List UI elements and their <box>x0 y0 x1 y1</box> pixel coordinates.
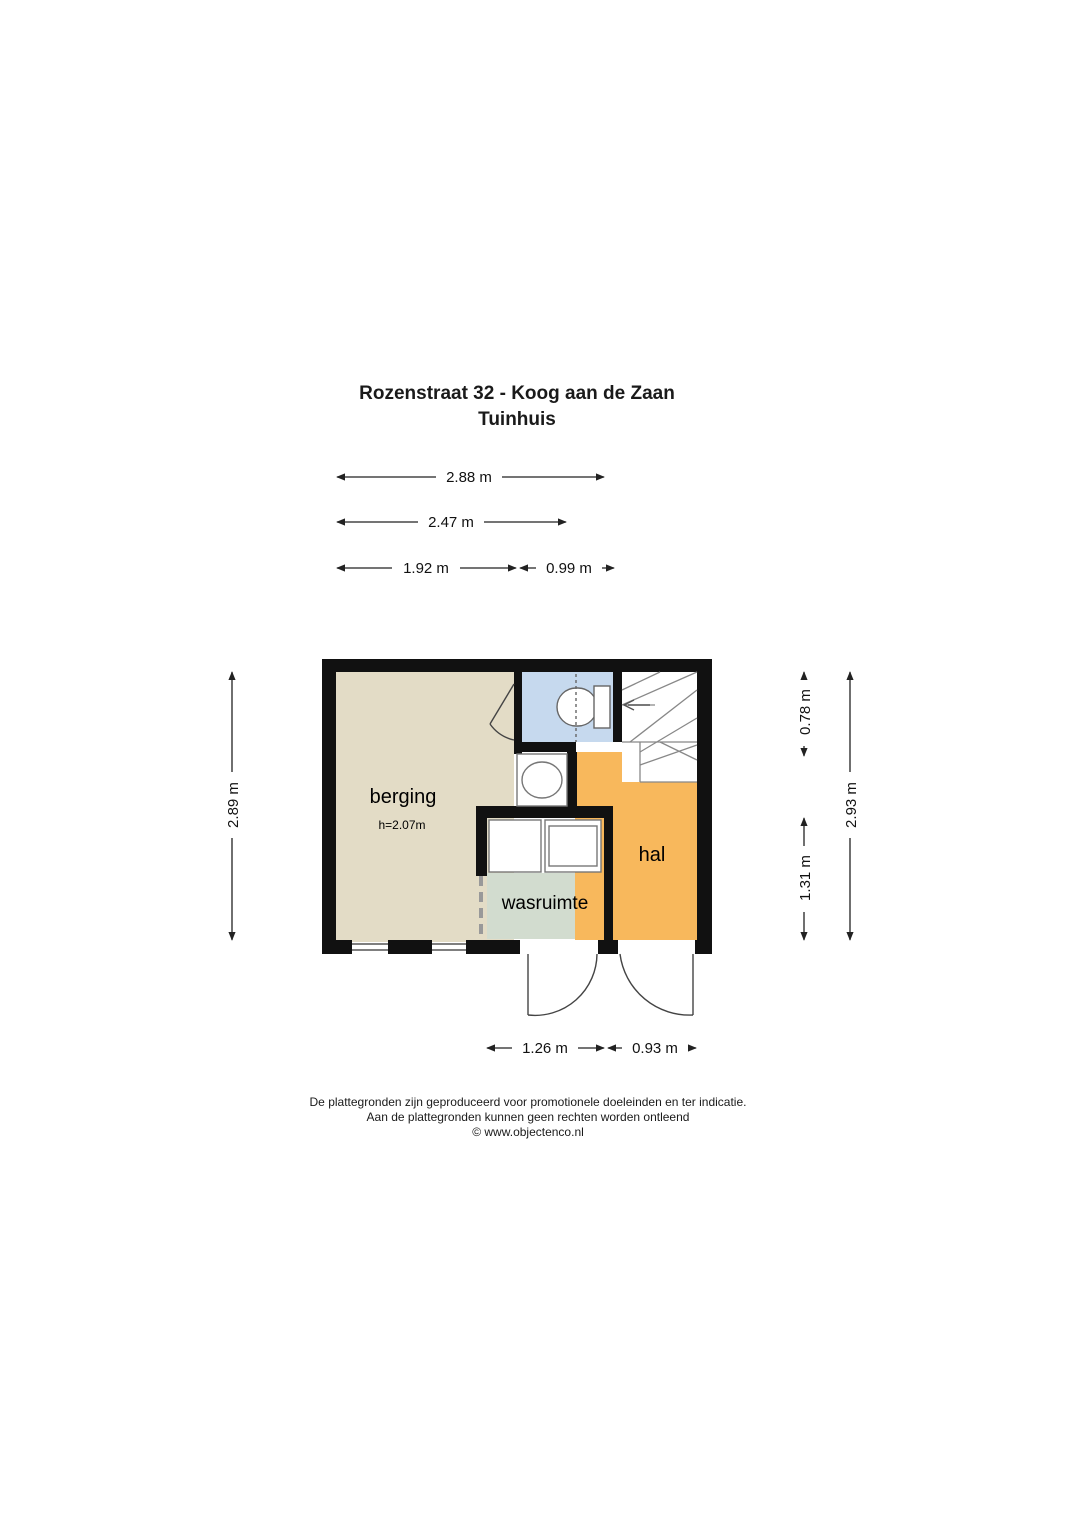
wall-right <box>697 659 712 954</box>
dim-label-right-lower: 1.31 m <box>797 855 814 901</box>
wall-bottom-left <box>322 940 352 954</box>
disclaimer-line-3: © www.objectenco.nl <box>472 1125 584 1139</box>
dim-label-top-total: 2.88 m <box>446 469 492 486</box>
wall-hal-left <box>567 752 577 812</box>
wall-toilet-right <box>613 672 622 742</box>
wall-bottom-mid3 <box>598 940 618 954</box>
wall-bottom-mid1 <box>388 940 432 954</box>
room-label-hal: hal <box>638 844 666 866</box>
dim-label-top-left: 1.92 m <box>403 560 449 577</box>
dim-label-top-inner: 2.47 m <box>428 514 474 531</box>
wall-wasruimte-right <box>604 806 613 940</box>
room-label-wasruimte: wasruimte <box>501 893 589 914</box>
sink-fixture <box>517 754 567 806</box>
wall-toilet-left <box>514 672 522 754</box>
plan-subtitle: Tuinhuis <box>478 409 556 430</box>
wall-wasruimte-left <box>476 806 487 876</box>
plan-title: Rozenstraat 32 - Koog aan de Zaan <box>359 383 675 404</box>
dim-label-right-upper: 0.78 m <box>797 689 814 735</box>
wall-toilet-bottom <box>514 742 576 752</box>
room-label-berging: berging <box>369 786 437 808</box>
room-height-berging: h=2.07m <box>378 818 426 832</box>
wall-top <box>322 659 712 672</box>
wall-bottom-mid2 <box>466 940 520 954</box>
door-hal-exterior <box>620 954 693 1015</box>
disclaimer-line-2: Aan de plattegronden kunnen geen rechten worden ontleend <box>366 1110 690 1124</box>
dim-label-bottom-left: 1.26 m <box>522 1040 568 1057</box>
wall-wasruimte-top <box>476 806 613 818</box>
disclaimer-line-1: De plattegronden zijn geproduceerd voor promotionele doeleinden en ter indicatie. <box>309 1095 747 1109</box>
wall-left <box>322 659 336 954</box>
dim-label-left-height: 2.89 m <box>225 782 242 828</box>
door-wasruimte-exterior <box>528 954 597 1015</box>
washer-appliances <box>489 820 601 872</box>
dim-label-right-total: 2.93 m <box>843 782 860 828</box>
dim-label-top-right: 0.99 m <box>546 560 592 577</box>
wall-bottom-right <box>695 940 712 954</box>
dim-label-bottom-right: 0.93 m <box>632 1040 678 1057</box>
